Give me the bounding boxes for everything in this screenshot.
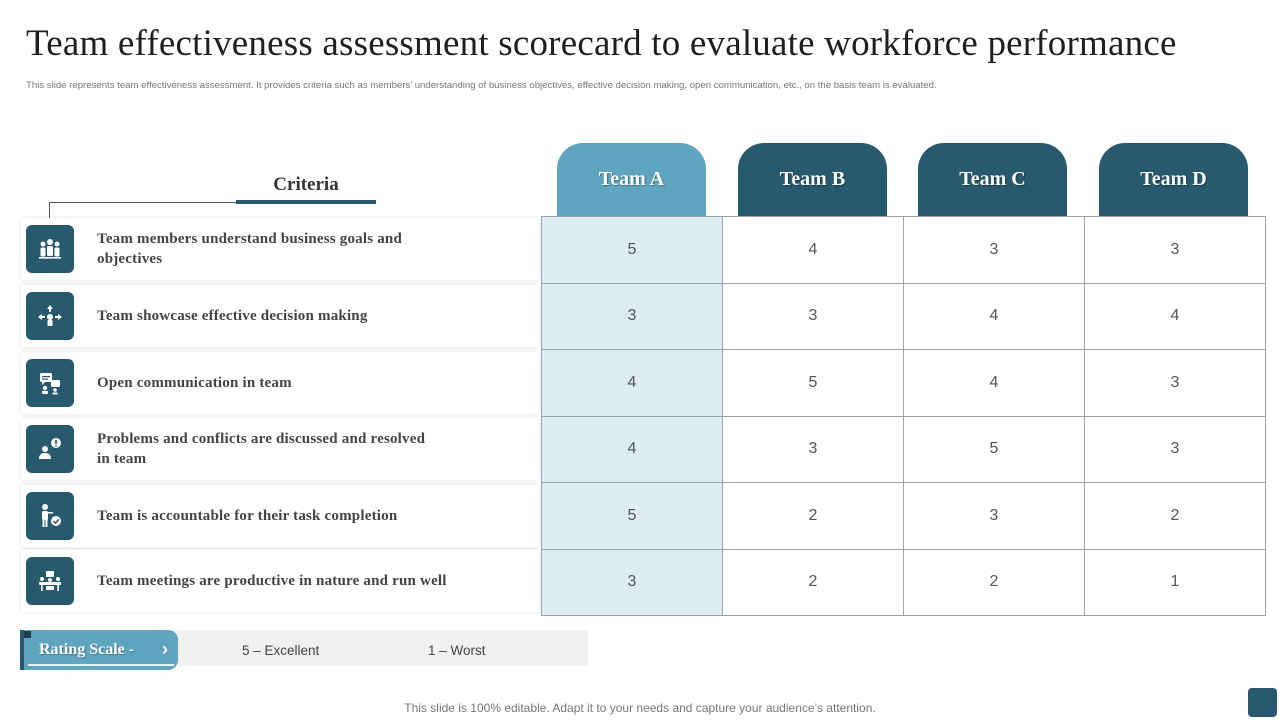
accountable-person-icon	[26, 492, 74, 540]
score-cell: 4	[904, 350, 1085, 417]
rating-corner-dot	[24, 631, 31, 638]
chat-communication-icon	[26, 359, 74, 407]
team-b-header: Team B	[738, 143, 887, 216]
criteria-text: Team members understand business goals and objectives	[97, 231, 402, 267]
table-row	[542, 350, 1266, 417]
criteria-header: Criteria	[273, 174, 339, 195]
criteria-text: Problems and conflicts are discussed and resolved in team	[97, 431, 426, 467]
criteria-row-conflicts	[21, 418, 539, 480]
score-cell: 5	[542, 483, 723, 550]
score-cell: 4	[1085, 283, 1266, 350]
footer-note: This slide is 100% editable. Adapt it to your needs and capture your audience’s attention.	[404, 701, 876, 715]
criteria-bracket-line	[49, 202, 237, 203]
criteria-row-accountable	[21, 485, 539, 547]
score-cell: 3	[723, 416, 904, 483]
score-cell: 3	[1085, 350, 1266, 417]
criteria-text: Team showcase effective decision making	[97, 308, 368, 324]
table-row	[542, 217, 1266, 284]
score-cell: 4	[723, 217, 904, 284]
score-cell: 2	[723, 483, 904, 550]
page-subtitle: This slide represents team effectiveness assessment. It provides criteria such as members’ understanding of business objectives, effective decision making, open communication, etc., on the basis team is evaluated.	[26, 80, 937, 91]
score-cell: 4	[542, 416, 723, 483]
rating-worst: 1 – Worst	[428, 643, 486, 658]
score-cell: 3	[723, 283, 904, 350]
corner-square	[1248, 688, 1277, 717]
score-cell: 2	[723, 549, 904, 616]
team-d-header: Team D	[1099, 143, 1248, 216]
table-row	[542, 549, 1266, 616]
decision-arrows-icon	[26, 292, 74, 340]
table-row	[542, 483, 1266, 550]
team-a-header: Team A	[557, 143, 706, 216]
rating-scale-label: Rating Scale -	[20, 630, 178, 670]
table-row	[542, 416, 1266, 483]
score-cell: 5	[542, 217, 723, 284]
chevron-right-icon: ›	[162, 639, 168, 659]
rating-excellent: 5 – Excellent	[242, 643, 320, 658]
score-table	[541, 216, 1266, 616]
score-cell: 4	[542, 350, 723, 417]
table-row	[542, 283, 1266, 350]
criteria-text: Team meetings are productive in nature and run well	[97, 573, 447, 589]
criteria-underline	[236, 200, 376, 204]
score-cell: 3	[904, 217, 1085, 284]
score-cell: 2	[904, 549, 1085, 616]
score-cell: 3	[904, 483, 1085, 550]
rating-label-underline	[28, 664, 174, 666]
score-cell: 5	[904, 416, 1085, 483]
score-cell: 2	[1085, 483, 1266, 550]
criteria-text: Team is accountable for their task completion	[97, 508, 398, 524]
score-cell: 5	[723, 350, 904, 417]
discussion-alert-icon	[26, 425, 74, 473]
criteria-row-communication	[21, 352, 539, 414]
score-cell: 4	[904, 283, 1085, 350]
criteria-text: Open communication in team	[97, 375, 292, 391]
page-title: Team effectiveness assessment scorecard to evaluate workforce performance	[26, 23, 1177, 64]
team-group-icon	[26, 225, 74, 273]
team-c-header: Team C	[918, 143, 1067, 216]
score-cell: 3	[1085, 217, 1266, 284]
score-cell: 3	[1085, 416, 1266, 483]
score-cell: 3	[542, 549, 723, 616]
criteria-bracket-tick	[49, 202, 50, 218]
meeting-table-icon	[26, 557, 74, 605]
criteria-row-meetings	[21, 550, 539, 612]
criteria-row-goals	[21, 218, 539, 280]
criteria-row-decision	[21, 285, 539, 347]
score-cell: 1	[1085, 549, 1266, 616]
score-cell: 3	[542, 283, 723, 350]
